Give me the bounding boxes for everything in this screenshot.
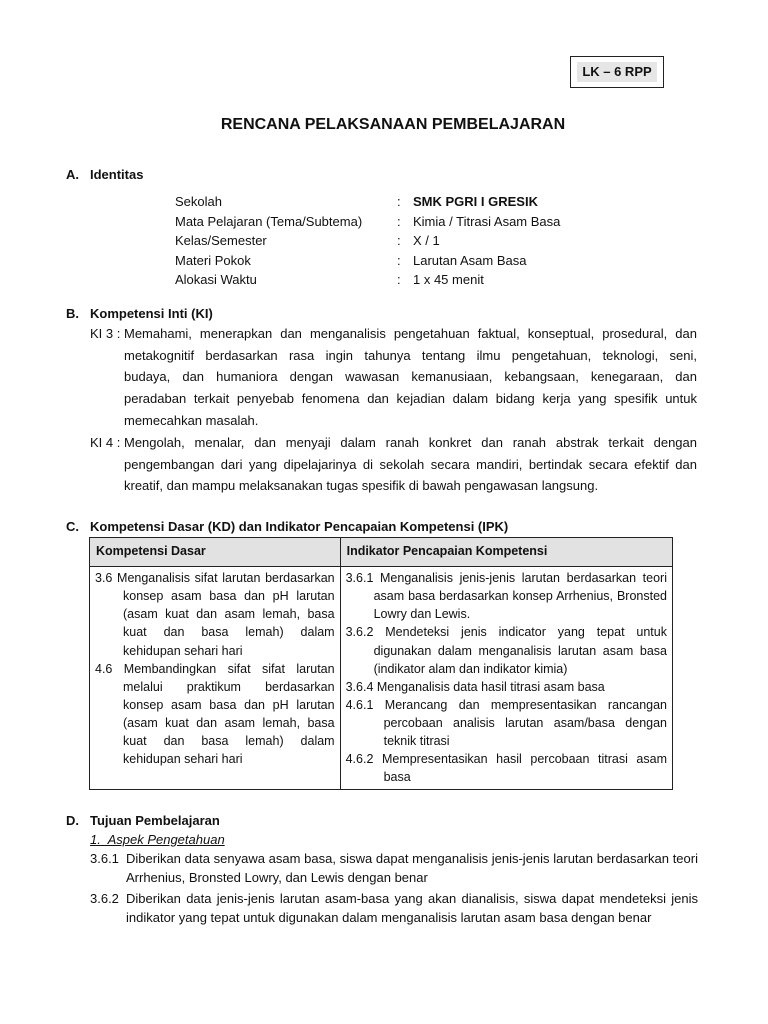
- identity-value: 1 x 45 menit: [413, 272, 484, 287]
- table-header-row: [90, 538, 673, 567]
- section-d-heading: [66, 812, 220, 831]
- ki4-line: kreatif, dan mampu melaksanakan tugas spesifik di bawah pengawasan langsung.: [124, 478, 599, 494]
- identity-label: Kelas/Semester: [175, 233, 267, 248]
- ki3-line: peradaban terkait penyebab fenomena dan kejadian dalam bidang kerja yang spesifik untuk: [124, 391, 697, 407]
- identity-row: [175, 252, 735, 272]
- section-b-letter: B.: [66, 306, 79, 321]
- identity-label: Mata Pelajaran (Tema/Subtema): [175, 213, 363, 229]
- objective-number: 3.6.1: [90, 851, 119, 866]
- document-code-badge: [570, 56, 664, 88]
- identity-row: [175, 193, 735, 213]
- column-header-kd: Kompetensi Dasar: [90, 538, 341, 567]
- ki4-line: pengembangan dari yang dipelajarinya di sekolah secara mandiri, bertindak secara efektif dan: [124, 456, 697, 472]
- kd-item: 3.6 Menganalisis sifat larutan berdasarkan konsep asam basa dan pH larutan (asam kuat dan asam lemah, basa kuat dan basa lemah) dalam kehidupan sehari hari: [95, 571, 335, 658]
- ki3-text: [124, 325, 697, 433]
- ipk-item: 3.6.1 Menganalisis jenis-jenis larutan berdasarkan teori asam basa berdasarkan konsep Arrhenius, Bronsted Lowry dan Lewis.: [345, 571, 667, 622]
- ipk-item: 3.6.2 Mendeteksi jenis indicator yang tepat untuk digunakan dalam menganalisis larutan asam basa (indikator alam dan indikator kimia): [345, 625, 667, 676]
- identity-label: Sekolah: [175, 194, 222, 209]
- kd-item: 4.6 Membandingkan sifat sifat larutan melalui praktikum berdasarkan konsep asam basa dan pH larutan (asam kuat dan asam lemah, basa kuat dan basa lemah) dalam kehidupan sehari hari: [95, 661, 335, 767]
- identity-colon: :: [397, 252, 401, 268]
- objective-item: [90, 850, 698, 888]
- identity-label: Materi Pokok: [175, 252, 251, 268]
- sub-heading-knowledge: 1. Aspek Pengetahuan: [90, 832, 225, 847]
- ipk-item: 4.6.1 Merancang dan mempresentasikan rancangan percobaan analisis larutan asam/basa dengan teknik titrasi: [345, 697, 667, 749]
- ipk-item: 3.6.4 Menganalisis data hasil titrasi asam basa: [345, 679, 605, 694]
- ki3-label: KI 3 :: [90, 326, 121, 341]
- page-title: RENCANA PELAKSANAAN PEMBELAJARAN: [220, 116, 566, 133]
- section-a-heading: [66, 166, 144, 185]
- ki3-line: Memahami, menerapkan dan menganalisis pengetahuan faktual, konseptual, prosedural, dan: [124, 326, 697, 341]
- learning-objectives: [90, 850, 698, 927]
- objective-text: Diberikan data senyawa asam basa, siswa dapat menganalisis jenis-jenis larutan berdasarkan teori Arrhenius, Bronsted Lowry, dan Lewis dengan benar: [126, 851, 698, 885]
- identity-colon: :: [397, 272, 401, 287]
- identity-value: Kimia / Titrasi Asam Basa: [413, 213, 561, 229]
- identity-value: SMK PGRI I GRESIK: [413, 194, 538, 209]
- identity-value: X / 1: [413, 233, 440, 248]
- identity-row: [175, 271, 735, 291]
- kd-cell: [90, 567, 341, 790]
- objective-number: 3.6.2: [90, 890, 119, 906]
- identity-label: Alokasi Waktu: [175, 272, 257, 287]
- section-b-heading: [66, 305, 213, 324]
- column-header-ipk: Indikator Pencapaian Kompetensi: [340, 538, 672, 567]
- kd-ipk-table: [89, 537, 673, 790]
- ki4-line: Mengolah, menalar, dan menyaji dalam ranah konkret dan ranah abstrak terkait dengan: [124, 435, 697, 450]
- ki3-line: metakognitif berdasarkan rasa ingin tahunya tentang ilmu pengetahuan, teknologi, seni,: [124, 347, 697, 363]
- section-a-letter: A.: [66, 167, 79, 182]
- ipk-item: 4.6.2 Mempresentasikan hasil percobaan titrasi asam basa: [345, 752, 667, 785]
- objective-text: Diberikan data jenis-jenis larutan asam-basa yang akan dianalisis, siswa dapat mendeteksi jenis indikator yang tepat untuk digunakan dalam menganalisis larutan asam basa dengan benar: [126, 890, 698, 925]
- identity-colon: :: [397, 213, 401, 229]
- identity-table: [175, 193, 735, 291]
- ipk-cell: [340, 567, 672, 790]
- section-c-letter: C.: [66, 519, 79, 534]
- identity-row: [175, 213, 735, 233]
- ki4-text: [124, 434, 697, 499]
- identity-colon: :: [397, 194, 401, 209]
- section-d-letter: D.: [66, 813, 79, 828]
- table-row: [90, 567, 673, 790]
- identity-colon: :: [397, 233, 401, 248]
- section-c-heading: [66, 518, 509, 537]
- section-d-title: Tujuan Pembelajaran: [90, 813, 220, 828]
- ki3-line: memecahkan masalah.: [124, 412, 259, 428]
- document-code: LK – 6 RPP: [577, 62, 656, 83]
- identity-value: Larutan Asam Basa: [413, 252, 527, 268]
- ki4-label: KI 4 :: [90, 435, 121, 450]
- section-c-title: Kompetensi Dasar (KD) dan Indikator Pencapaian Kompetensi (IPK): [90, 519, 509, 534]
- section-b-title: Kompetensi Inti (KI): [90, 306, 213, 321]
- ki3-line: budaya, dan humaniora dengan wawasan kemanusiaan, kebangsaan, kenegaraan, dan: [124, 369, 697, 385]
- identity-row: [175, 232, 735, 252]
- objective-item: [90, 890, 698, 928]
- section-a-title: Identitas: [90, 167, 144, 182]
